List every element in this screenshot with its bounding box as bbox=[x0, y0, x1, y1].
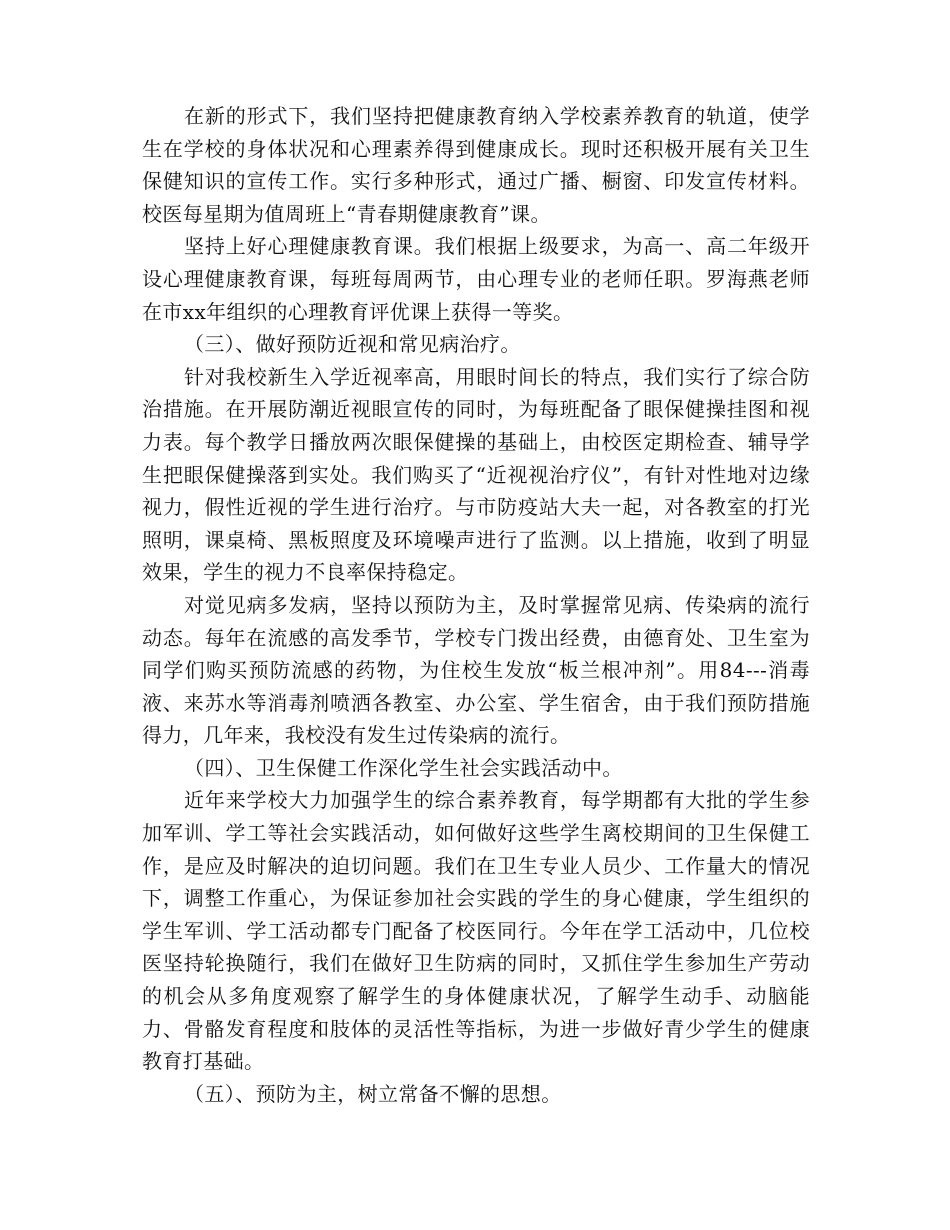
section-heading-5: （五）、预防为主，树立常备不懈的思想。 bbox=[184, 1081, 562, 1106]
section-heading-3: （三）、做好预防近视和常见病治疗。 bbox=[184, 332, 521, 357]
paragraph-myopia-prevention: 针对我校新生入学近视率高，用眼时间长的特点，我们实行了综合防治措施。在开展防潮近视眼宣传的同时，为每班配备了眼保健操挂图和视力表。每个教学日播放两次眼保健操的基础上，由校医定期检查、辅导学生把眼保健操落到实处。我们购买了“近视视治疗仪”，有针对性地对边缘视力，假性近视的学生进行治疗。与市防疫站大夫一起，对各教室的打光照明，课桌椅、黑板照度及环境噪声进行了监测。以上措施，收到了明显效果，学生的视力不良率保持稳定。 bbox=[142, 364, 810, 585]
paragraph-social-practice: 近年来学校大力加强学生的综合素养教育，每学期都有大批的学生参加军训、学工等社会实践活动，如何做好这些学生离校期间的卫生保健工作，是应及时解决的迫切问题。我们在卫生专业人员少、工作量大的情况下，调整工作重心，为保证参加社会实践的学生的身心健康，学生组织的学生军训、学工活动都专门配备了校医同行。今年在学工活动中，几位校医坚持轮换随行，我们在做好卫生防病的同时，又抓住学生参加生产劳动的机会从多角度观察了解学生的身体健康状况，了解学生动手、动脑能力、骨骼发育程度和肢体的灵活性等指标，为进一步做好青少学生的健康教育打基础。 bbox=[142, 788, 810, 1074]
document-body bbox=[142, 100, 810, 1110]
paragraph-health-education: 在新的形式下，我们坚持把健康教育纳入学校素养教育的轨道，使学生在学校的身体状况和心理素养得到健康成长。现时还积极开展有关卫生保健知识的宣传工作。实行多种形式，通过广播、橱窗、印发宣传材料。校医每星期为值周班上“青春期健康教育”课。 bbox=[142, 104, 810, 226]
section-heading-4: （四）、卫生保健工作深化学生社会实践活动中。 bbox=[184, 755, 623, 780]
paragraph-mental-health-course: 坚持上好心理健康教育课。我们根据上级要求，为高一、高二年级开设心理健康教育课，每班每周两节，由心理专业的老师任职。罗海燕老师在市xx年组织的心理教育评优课上获得一等奖。 bbox=[142, 234, 810, 324]
paragraph-disease-prevention: 对觉见病多发病，坚持以预防为主，及时掌握常见病、传染病的流行动态。每年在流感的高发季节，学校专门拨出经费，由德育处、卫生室为同学们购买预防流感的药物，为住校生发放“板兰根冲剂”。用84---消毒液、来苏水等消毒剂喷洒各教室、办公室、学生宿舍，由于我们预防措施得力，几年来，我校没有发生过传染病的流行。 bbox=[142, 592, 810, 748]
